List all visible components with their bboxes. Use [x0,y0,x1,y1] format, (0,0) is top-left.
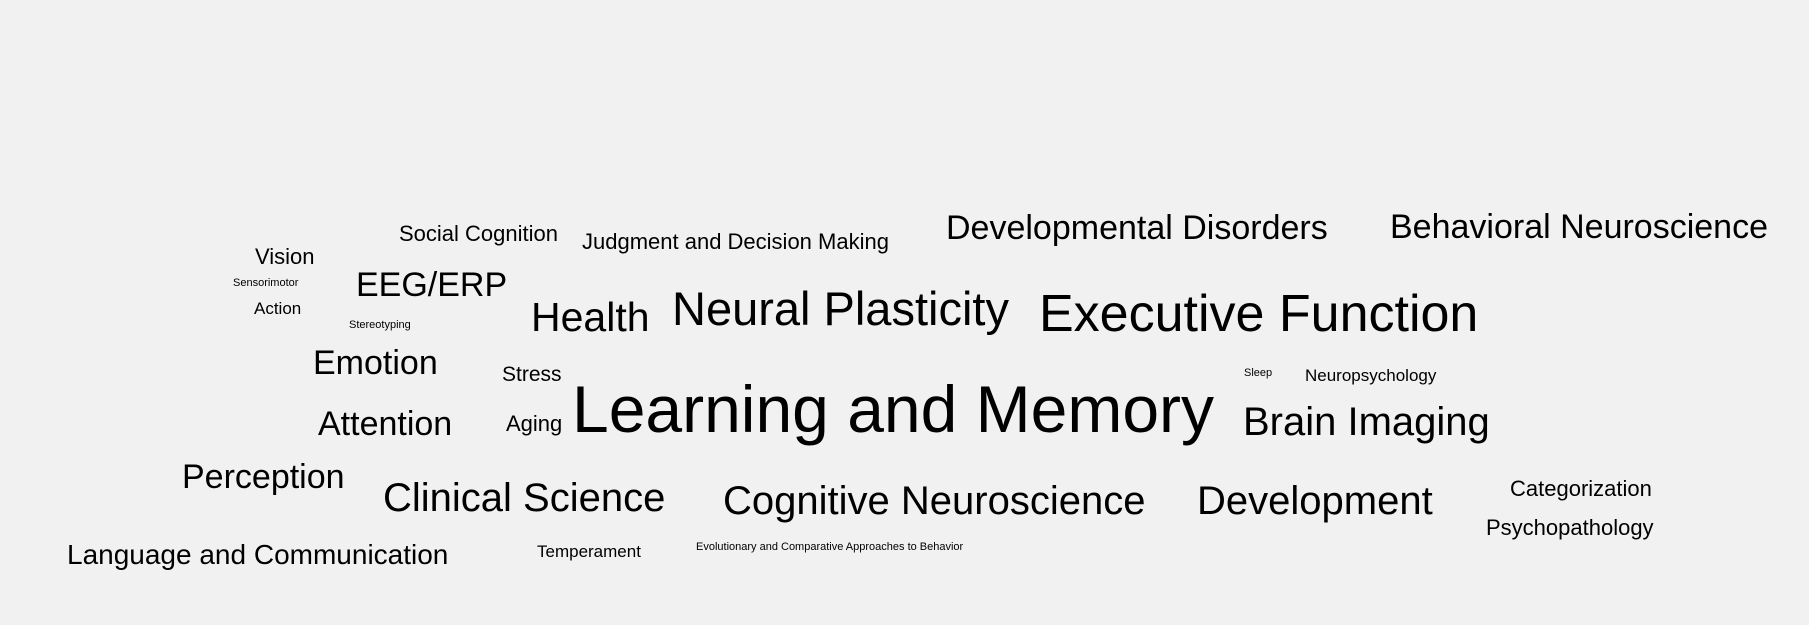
word-developmental-disorders[interactable]: Developmental Disorders [946,209,1328,247]
word-emotion[interactable]: Emotion [313,344,438,382]
word-neuropsychology[interactable]: Neuropsychology [1305,366,1437,385]
word-perception[interactable]: Perception [182,458,345,496]
word-executive-function[interactable]: Executive Function [1039,285,1479,343]
word-sensorimotor[interactable]: Sensorimotor [233,277,299,289]
word-language-and-communication[interactable]: Language and Communication [67,539,449,570]
word-vision[interactable]: Vision [255,244,315,269]
word-action[interactable]: Action [254,299,302,318]
word-categorization[interactable]: Categorization [1510,476,1652,501]
word-learning-and-memory[interactable]: Learning and Memory [572,372,1215,446]
word-evolutionary-and-comparative-approaches[interactable]: Evolutionary and Comparative Approaches to Behavior [696,541,964,553]
word-stress[interactable]: Stress [502,363,562,386]
word-psychopathology[interactable]: Psychopathology [1486,515,1654,540]
word-aging[interactable]: Aging [506,411,563,436]
word-behavioral-neuroscience[interactable]: Behavioral Neuroscience [1390,208,1768,246]
word-stereotyping[interactable]: Stereotyping [349,319,411,331]
word-social-cognition[interactable]: Social Cognition [399,221,558,246]
word-health[interactable]: Health [531,294,650,340]
word-brain-imaging[interactable]: Brain Imaging [1243,400,1490,444]
word-eeg-erp[interactable]: EEG/ERP [356,266,508,304]
word-temperament[interactable]: Temperament [537,542,641,561]
word-clinical-science[interactable]: Clinical Science [383,476,666,520]
word-cognitive-neuroscience[interactable]: Cognitive Neuroscience [723,479,1146,523]
word-development[interactable]: Development [1197,479,1433,523]
word-attention[interactable]: Attention [318,405,453,443]
word-neural-plasticity[interactable]: Neural Plasticity [672,282,1009,335]
word-judgment-and-decision-making[interactable]: Judgment and Decision Making [582,229,889,254]
word-sleep[interactable]: Sleep [1244,367,1273,379]
